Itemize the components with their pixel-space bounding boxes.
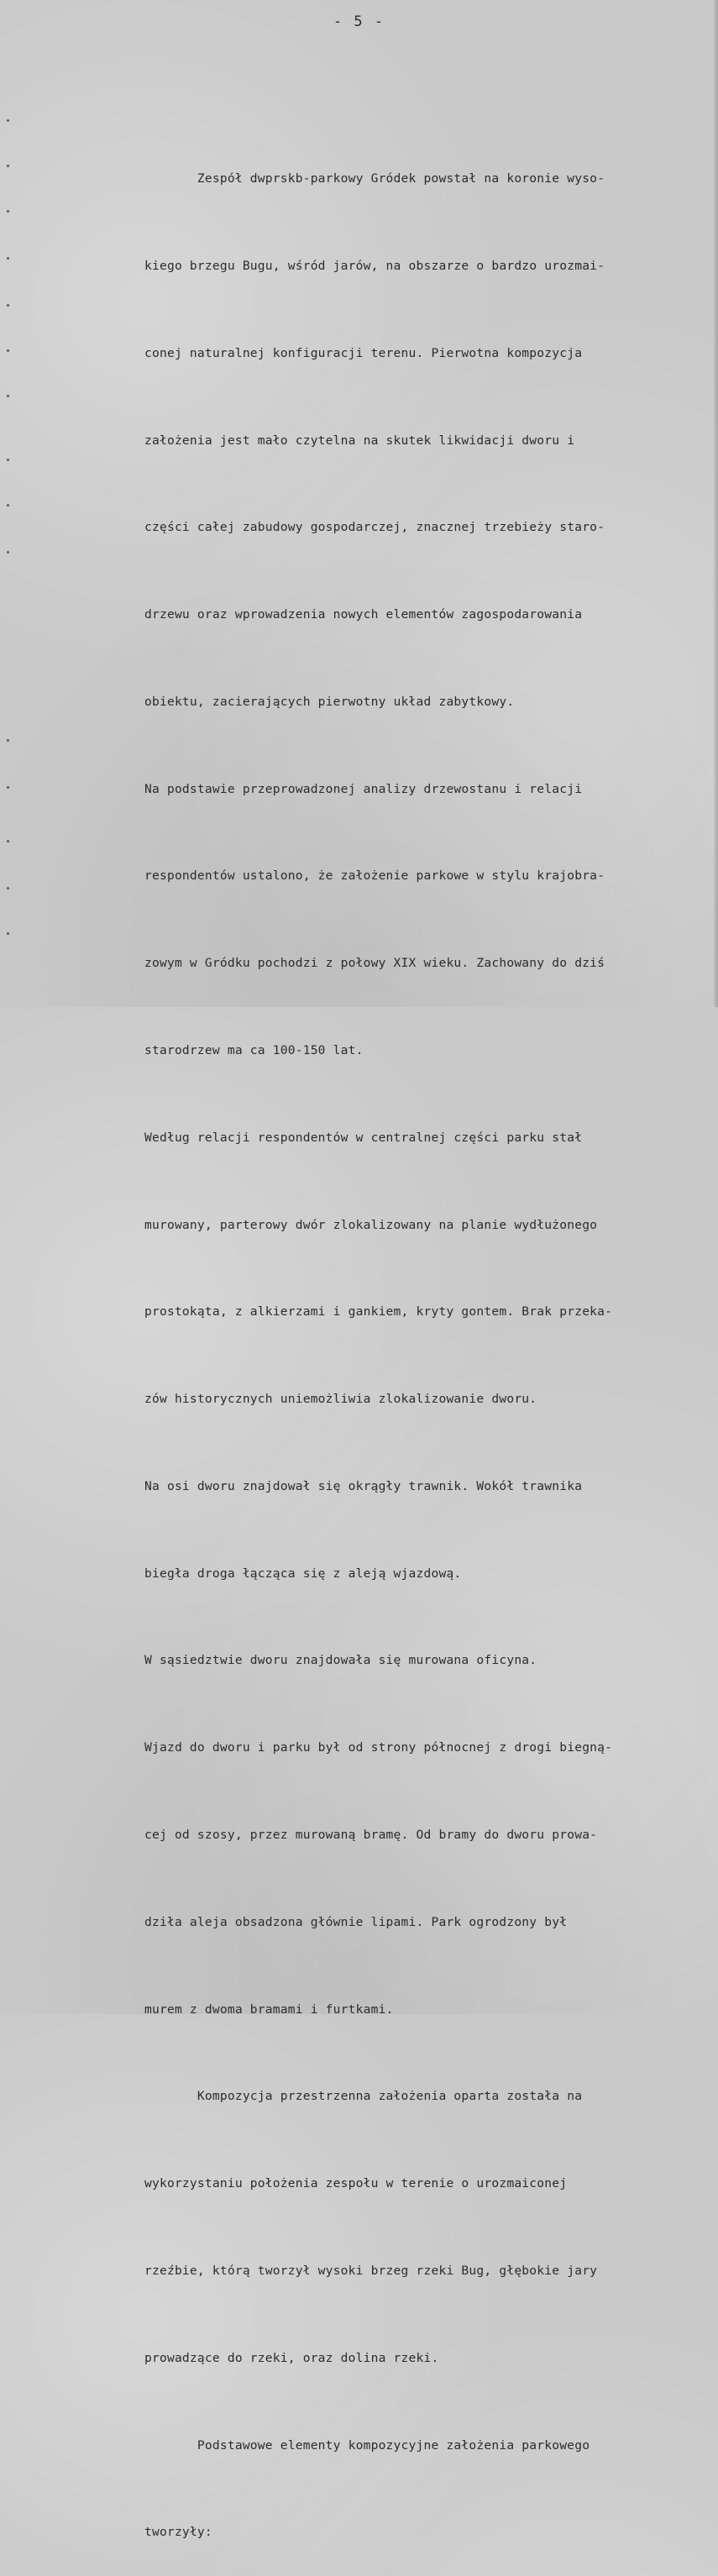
text-line: dziła aleja obsadzona głównie lipami. Park ogrodzony był: [144, 1914, 568, 1929]
page-number: - 5 -: [333, 13, 385, 30]
text-line: zowym w Gródku pochodzi z połowy XIX wieku. Zachowany do dziś: [144, 956, 605, 971]
text-line: cej od szosy, przez murowaną bramę. Od bramy do dworu prowa-: [144, 1828, 598, 1843]
text-line: conej naturalnej konfiguracji terenu. Pierwotna kompozycja: [144, 345, 583, 360]
text-line: biegła droga łącząca się z aleją wjazdową.: [144, 1566, 462, 1581]
text-line: Na podstawie przeprowadzonej analizy drzewostanu i relacji: [144, 781, 583, 796]
text-line: Według relacji respondentów w centralnej części parku stał: [144, 1130, 583, 1145]
text-line: obiektu, zacierających pierwotny układ zabytkowy.: [144, 694, 515, 709]
margin-dot: [7, 165, 9, 167]
text-line: części całej zabudowy gospodarczej, znacznej trzebieży staro-: [144, 520, 605, 535]
margin-dot: [7, 840, 9, 842]
margin-dot: [7, 887, 9, 889]
text-line: prowadzące do rzeki, oraz dolina rzeki.: [144, 2350, 439, 2365]
margin-dot: [7, 304, 9, 307]
margin-dot: [7, 551, 9, 553]
text-line: murowany, parterowy dwór zlokalizowany na planie wydłużonego: [144, 1217, 598, 1232]
text-line: murem z dwoma bramami i furtkami.: [144, 2002, 394, 2017]
margin-dot: [7, 739, 9, 742]
margin-dot: [7, 932, 9, 935]
text-line: starodrzew ma ca 100-150 lat.: [144, 1043, 364, 1057]
document-body: [144, 107, 690, 2576]
margin-dot: [7, 786, 9, 789]
text-line: Zespół dwprskb-parkowy Gródek powstał na koronie wyso-: [144, 171, 605, 186]
page-edge-shadow: [713, 0, 718, 1007]
text-line: respondentów ustalono, że założenie parkowe w stylu krajobra-: [144, 868, 605, 884]
margin-dot: [7, 459, 9, 461]
margin-dot: [7, 349, 9, 352]
margin-dot: [7, 257, 9, 260]
margin-dot: [7, 395, 9, 397]
text-line: założenia jest mało czytelna na skutek likwidacji dworu i: [144, 433, 575, 448]
text-line: tworzyły:: [144, 2525, 212, 2540]
text-line: rzeźbie, którą tworzył wysoki brzeg rzeki Bug, głębokie jary: [144, 2263, 598, 2278]
text-line: wykorzystaniu położenia zespołu w terenie o urozmaiconej: [144, 2176, 568, 2191]
text-line: prostokąta, z alkierzami i gankiem, kryty gontem. Brak przeka-: [144, 1304, 613, 1319]
margin-dot: [7, 504, 9, 506]
margin-dot: [7, 210, 9, 212]
text-line: drzewu oraz wprowadzenia nowych elementów zagospodarowania: [144, 607, 583, 622]
text-line: Na osi dworu znajdował się okrągły trawnik. Wokół trawnika: [144, 1478, 583, 1493]
margin-dot: [7, 119, 9, 122]
text-line: Podstawowe elementy kompozycyjne założenia parkowego: [144, 2437, 590, 2453]
text-line: kiego brzegu Bugu, wśród jarów, na obszarze o bardzo urozmai-: [144, 258, 605, 273]
text-line: Kompozycja przestrzenna założenia oparta została na: [144, 2089, 583, 2104]
text-line: Wjazd do dworu i parku był od strony północnej z drogi biegną-: [144, 1740, 613, 1755]
text-line: zów historycznych uniemożliwia zlokalizowanie dworu.: [144, 1392, 537, 1407]
text-line: W sąsiedztwie dworu znajdowała się murowana oficyna.: [144, 1653, 537, 1668]
